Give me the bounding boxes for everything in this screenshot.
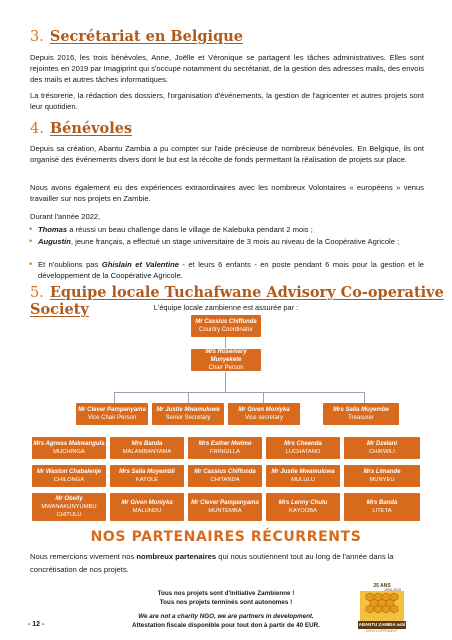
org-box-member: Mrs Banda MALAMBANYAMA xyxy=(110,437,184,459)
org-box-member: Mrs Agness Makwangula MUCHINGA xyxy=(32,437,106,459)
org-box-member: Mr Cassius Chiffunda CHITANDA xyxy=(188,465,262,487)
footer-line-1: Tous nos projets sont d'initiative Zambienne ! xyxy=(157,590,295,597)
org-box-member: Mrs Salia Muyembli KATOLE xyxy=(110,465,184,487)
partners-paragraph: Nous remercions vivement nos nombreux partenaires qui nous soutiennent tout au long de l'année dans la concrétisation de nos projets. xyxy=(30,552,394,574)
abantu-logo xyxy=(352,583,412,635)
org-box-member: Mr Obelly MWANAKUNYUMBU CHITULU xyxy=(32,493,106,521)
section-3-paragraph-2: La trésorerie, la rédaction des dossiers, l'organisation d'événements, la gestion de l'agricenter et autres projets sont leur quotidien. xyxy=(30,91,424,111)
page-number: - 12 - xyxy=(28,621,45,628)
section-4-heading: 4. Bénévoles xyxy=(30,120,133,137)
bullet-dot-icon: • xyxy=(29,236,33,246)
section-4-paragraph-3: Durant l'année 2022, xyxy=(30,212,101,221)
section-3-heading: 3. Secrétariat en Belgique xyxy=(30,28,243,45)
org-box-vice-secretary: Mr Given Moniyka Vice secretary xyxy=(228,403,300,425)
logo-span: 1994-2019 xyxy=(384,588,402,592)
footer-line-3: We are not a charity NGO, we are partners in development. xyxy=(138,613,314,620)
bullet-thomas: • Thomas a réussi un beau challenge dans le village de Kalebuka pendant 2 mois ; xyxy=(29,224,313,234)
bullet-augustin: • Augustin, jeune français, a effectué un stage universitaire de 3 mois au niveau de la Coopérative Agricole ; xyxy=(29,236,400,246)
connector-line xyxy=(114,392,364,393)
org-box-member: Mr Given Moniyka MALUNDU xyxy=(110,493,184,521)
org-box-member: Mrs Banda LITETA xyxy=(344,493,420,521)
footer-line-4: Attestation fiscale disponible pour tout don à partir de 40 EUR. xyxy=(132,622,320,629)
org-box-country-coordinator: Mr Cassius Chiffunda Country Coordinator xyxy=(191,315,261,337)
org-box-member: Mrs Limande MUNYEU xyxy=(344,465,420,487)
org-box-member: Mr Dzelani CHIKWILI xyxy=(344,437,420,459)
section-5-heading: 5. Equipe locale Tuchafwane Advisory Co-operative Society xyxy=(30,284,444,318)
bullet-ghislain-valentine: • Et n'oublions pas Ghislain et Valentine - et leurs 6 enfants - en poste pendant 6 mois pour la gestion et le développement de la Coopérative Agricole. xyxy=(29,259,424,280)
connector-line xyxy=(263,392,264,403)
org-box-treasurer: Mrs Salia Muyembe Treasurer xyxy=(323,403,399,425)
honeycomb-logo-icon xyxy=(352,583,412,635)
logo-years: 25 ANS xyxy=(373,583,391,589)
connector-line xyxy=(225,372,226,392)
connector-line xyxy=(188,392,189,403)
org-box-member: Mrs Lenny Chulu KAYOOBA xyxy=(266,493,340,521)
org-box-member: Mr Waston Chabalenje CHILONGA xyxy=(32,465,106,487)
footer-line-2: Tous nos projets terminés sont autonomes ! xyxy=(159,599,293,606)
org-box-senior-secretary: Mr Justie Mwamulowe Senior Secretary xyxy=(152,403,224,425)
logo-sub: DÉVELOPPEMENT xyxy=(366,629,398,633)
bullet-dot-icon: • xyxy=(29,224,33,234)
org-box-member: Mr Justie Mwamulowa MULULU xyxy=(266,465,340,487)
connector-line xyxy=(364,392,365,403)
connector-line xyxy=(225,337,226,348)
org-box-member: Mrs Esther Mwimo FRINGILLA xyxy=(188,437,262,459)
logo-brand: ABANTU ZAMBIA asbl xyxy=(358,622,406,627)
bullet-dot-icon: • xyxy=(29,259,33,269)
org-box-member: Mrs Cheenda LUCHATANO xyxy=(266,437,340,459)
org-box-vice-chair: Mr Clever Pampanyama Vice Chair Person xyxy=(76,403,148,425)
partners-heading: NOS PARTENAIRES RÉCURRENTS xyxy=(90,529,362,545)
section-3-paragraph-1: Depuis 2016, les trois bénévoles, Anne, Joëlle et Véronique se partagent les tâches administratives. Elles sont rejointes en 2019 par Imagiprint qui s'occupe notamment du secrétariat, de la gestion des adresses mails, des envois des mails et autres tâches informatiques. xyxy=(30,53,425,84)
org-box-chair-person: Mrs Rosemary Munyekete Chair Person xyxy=(191,349,261,371)
connector-line xyxy=(114,392,115,403)
org-box-member: Mr Clever Pampanyama MUNTEMBA xyxy=(188,493,262,521)
section-4-paragraph-2: Nous avons également eu des expériences extraordinaires avec les nombreux Volontaires « européens » venus travailler sur nos projets en Zambie. xyxy=(30,183,424,203)
section-4-paragraph-1: Depuis sa création, Abantu Zambia a pu compter sur l'aide précieuse de nombreux bénévoles. En Belgique, ils ont organisé des événements divers dont le but est la récolte de fonds permettant la réalisation de projets sur place. xyxy=(30,144,424,164)
org-caption: L'équipe locale zambienne est assurée par : xyxy=(153,303,299,312)
